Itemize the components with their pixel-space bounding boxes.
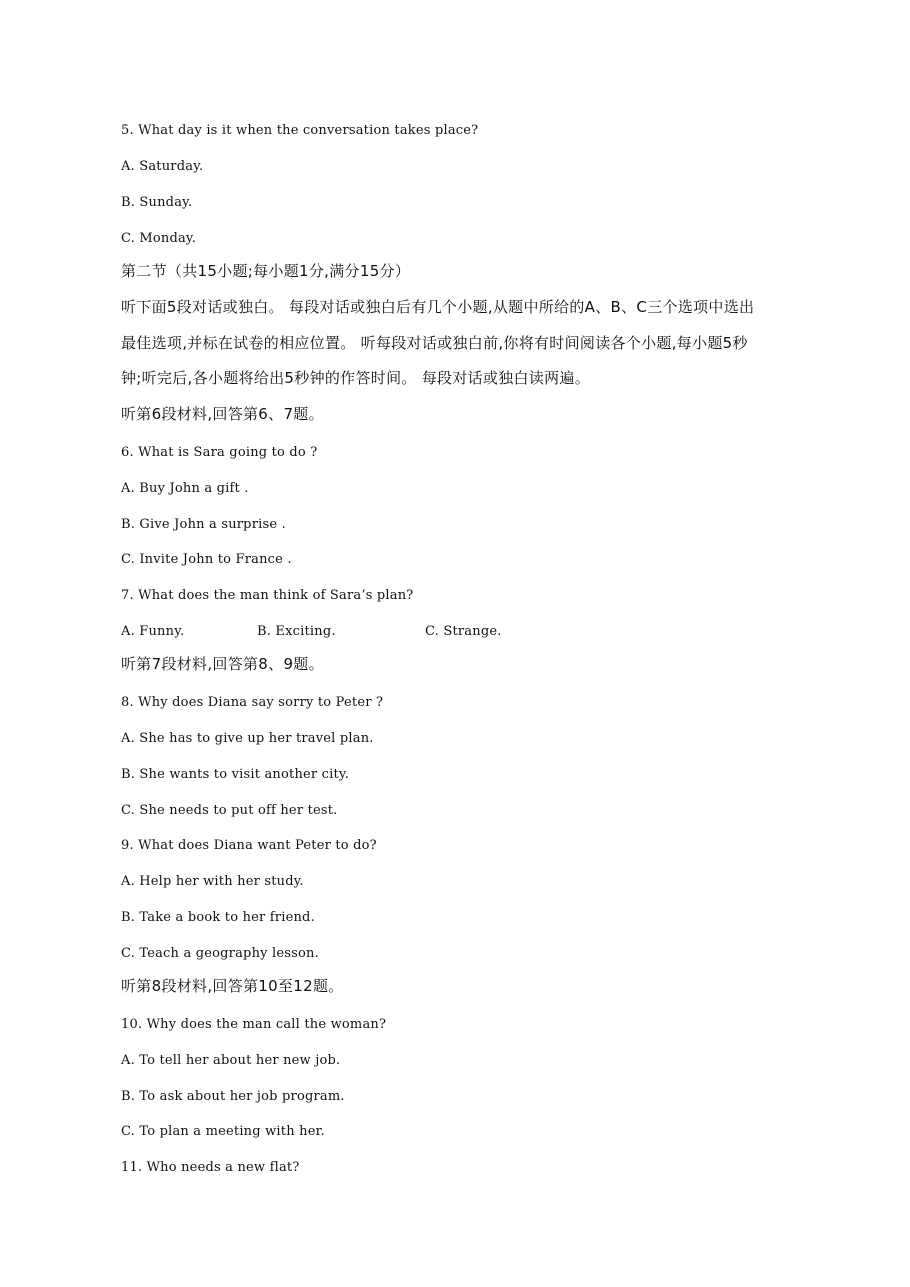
question-7-option-b: B. Exciting. <box>257 624 336 639</box>
section-2-instructions-line-3: 钟;听完后,各小题将给出5秒钟的作答时间。 每段对话或独白读两遍。 <box>121 369 591 387</box>
question-8-stem: 8. Why does Diana say sorry to Peter ? <box>121 695 384 710</box>
question-6-option-c: C. Invite John to France . <box>121 552 292 567</box>
question-9-stem: 9. What does Diana want Peter to do? <box>121 838 377 853</box>
question-8-option-c: C. She needs to put off her test. <box>121 803 338 818</box>
material-6-heading: 听第6段材料,回答第6、7题。 <box>121 405 324 423</box>
question-8-option-a: A. She has to give up her travel plan. <box>121 731 374 746</box>
question-9-option-b: B. Take a book to her friend. <box>121 910 315 925</box>
section-2-heading: 第二节（共15小题;每小题1分,满分15分） <box>121 262 411 280</box>
question-7-stem: 7. What does the man think of Sara’s plan? <box>121 588 414 603</box>
question-5-option-a: A. Saturday. <box>121 159 204 174</box>
material-7-heading: 听第7段材料,回答第8、9题。 <box>121 655 324 673</box>
question-10-option-c: C. To plan a meeting with her. <box>121 1124 325 1139</box>
question-9-option-a: A. Help her with her study. <box>121 874 304 889</box>
question-5-option-b: B. Sunday. <box>121 195 193 210</box>
question-5-option-c: C. Monday. <box>121 231 197 246</box>
question-7-option-a: A. Funny. <box>121 624 185 639</box>
section-2-instructions-line-1: 听下面5段对话或独白。 每段对话或独白后有几个小题,从题中所给的A、B、C三个选项中选出 <box>121 298 755 316</box>
question-10-option-b: B. To ask about her job program. <box>121 1089 345 1104</box>
question-9-option-c: C. Teach a geography lesson. <box>121 946 319 961</box>
question-8-option-b: B. She wants to visit another city. <box>121 767 350 782</box>
material-8-heading: 听第8段材料,回答第10至12题。 <box>121 977 344 995</box>
section-2-instructions-line-2: 最佳选项,并标在试卷的相应位置。 听每段对话或独白前,你将有时间阅读各个小题,每小题5秒 <box>121 334 748 352</box>
question-7-option-c: C. Strange. <box>425 624 502 639</box>
question-10-option-a: A. To tell her about her new job. <box>121 1053 341 1068</box>
question-11-stem: 11. Who needs a new flat? <box>121 1160 300 1175</box>
question-5-stem: 5. What day is it when the conversation takes place? <box>121 123 479 138</box>
question-6-stem: 6. What is Sara going to do ? <box>121 445 318 460</box>
question-10-stem: 10. Why does the man call the woman? <box>121 1017 387 1032</box>
question-6-option-a: A. Buy John a gift . <box>121 481 249 496</box>
question-6-option-b: B. Give John a surprise . <box>121 517 286 532</box>
